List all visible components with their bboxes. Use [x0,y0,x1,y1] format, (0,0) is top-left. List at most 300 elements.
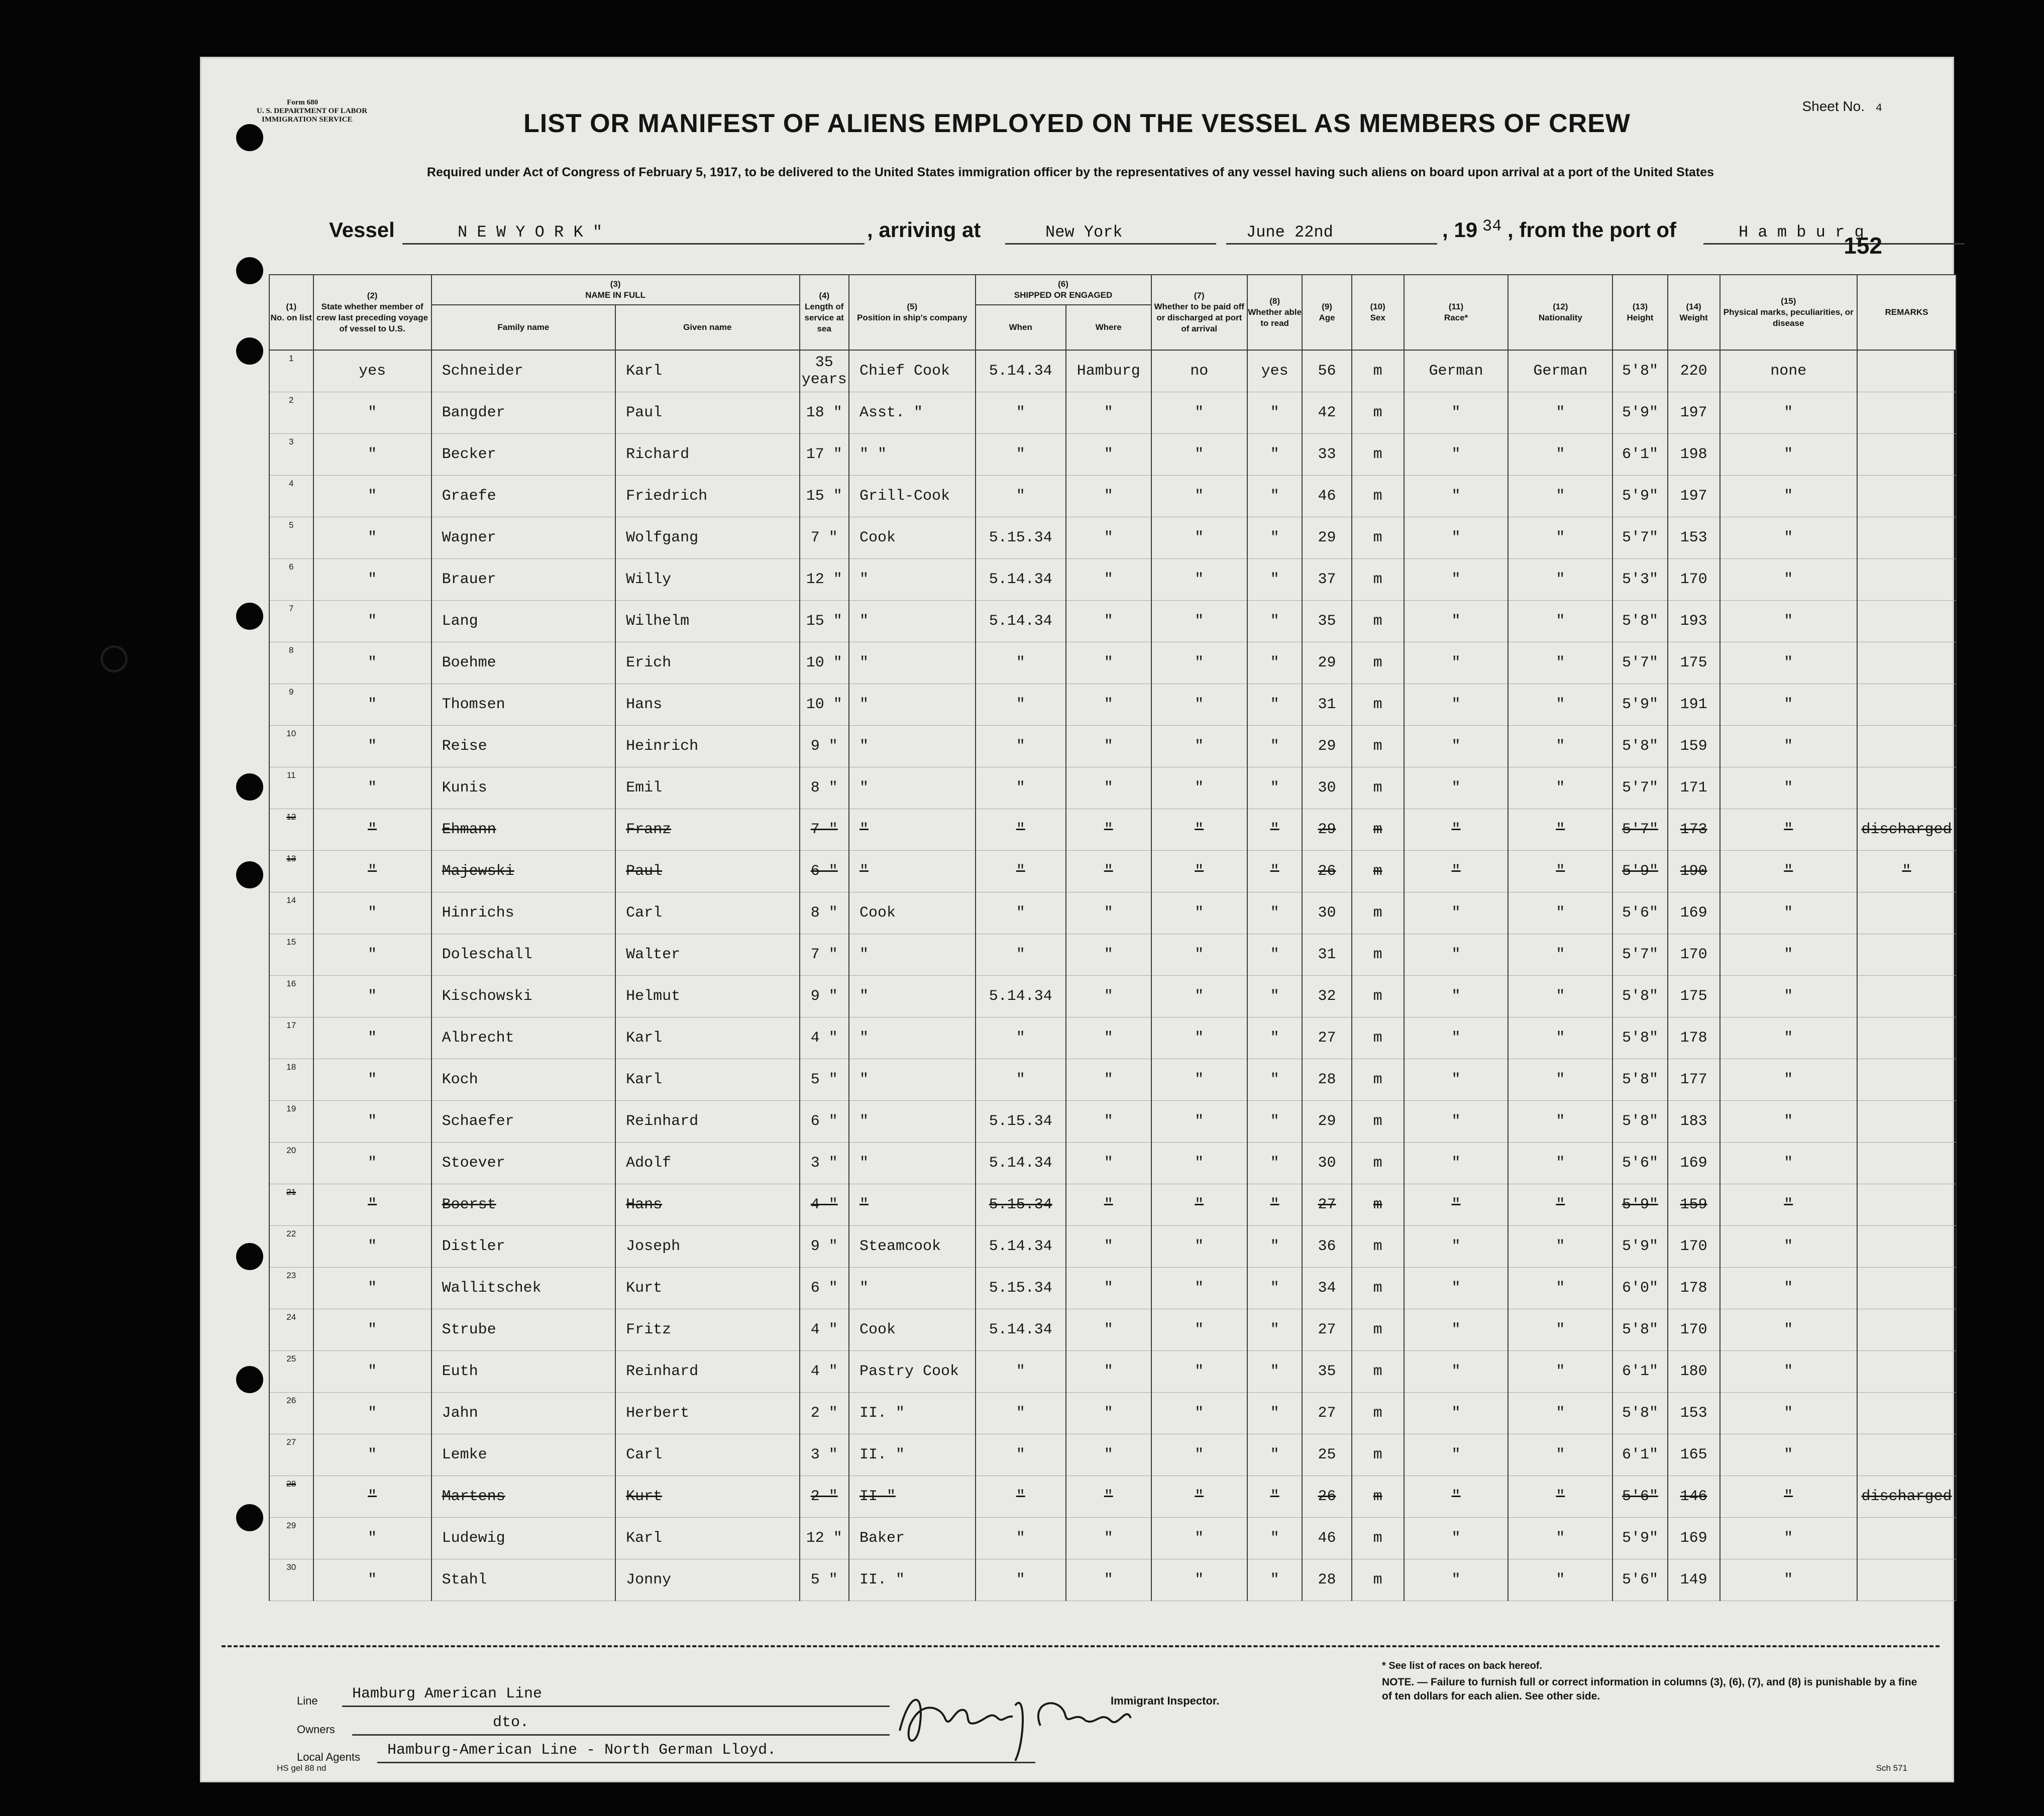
cell-able-to-read: " [1247,809,1302,851]
cell-when: " [976,476,1066,517]
cell-given-name: Friedrich [615,476,799,517]
cell-weight: 169 [1668,1518,1720,1559]
cell-remarks [1857,1559,1956,1601]
header-given-name: Given name [615,305,799,350]
cell-when: " [976,892,1066,934]
cell-able-to-read: " [1247,1476,1302,1518]
cell-height: 5'9" [1612,851,1667,892]
cell-height: 5'7" [1612,809,1667,851]
cell-when: " [976,1351,1066,1393]
cell-weight: 180 [1668,1351,1720,1393]
cell-service: 3 " [800,1143,849,1184]
cell-height: 5'6" [1612,892,1667,934]
cell-service: 7 " [800,517,849,559]
cell-remarks [1857,1434,1956,1476]
cell-height: 5'8" [1612,1017,1667,1059]
cell-physical-marks: " [1720,476,1857,517]
cell-paid-off: " [1151,392,1247,434]
cell-height: 5'8" [1612,1393,1667,1434]
cell-no: 23 [269,1268,313,1309]
punch-hole [236,124,263,151]
cell-given-name: Karl [615,1059,799,1101]
cell-sex: m [1352,1559,1404,1601]
cell-sex: m [1352,726,1404,767]
cell-position: Chief Cook [849,350,976,392]
cell-height: 5'8" [1612,726,1667,767]
cell-physical-marks: none [1720,350,1857,392]
table-row [269,559,1956,601]
cell-previous-voyage: " [313,1518,432,1559]
cell-race: " [1404,1184,1509,1226]
cell-service: 18 " [800,392,849,434]
cell-able-to-read: " [1247,726,1302,767]
cell-physical-marks: " [1720,1268,1857,1309]
table-row [269,934,1956,976]
cell-sex: m [1352,350,1404,392]
cell-given-name: Wilhelm [615,601,799,642]
cell-paid-off: " [1151,1101,1247,1143]
cell-race: " [1404,601,1509,642]
cell-able-to-read: " [1247,767,1302,809]
cell-weight: 170 [1668,559,1720,601]
cell-position: Cook [849,517,976,559]
cell-when: 5.14.34 [976,976,1066,1017]
cell-no: 29 [269,1518,313,1559]
table-row [269,601,1956,642]
cell-paid-off: " [1151,601,1247,642]
cell-physical-marks: " [1720,392,1857,434]
table-row [269,1393,1956,1434]
cell-age: 28 [1302,1559,1351,1601]
cell-physical-marks: " [1720,1309,1857,1351]
cell-paid-off: " [1151,434,1247,476]
cell-previous-voyage: " [313,1309,432,1351]
date-value: June 22nd [1246,223,1333,242]
cell-race: " [1404,976,1509,1017]
cell-sex: m [1352,934,1404,976]
cell-physical-marks: " [1720,434,1857,476]
cell-position: Baker [849,1518,976,1559]
cell-weight: 191 [1668,684,1720,726]
cell-weight: 153 [1668,1393,1720,1434]
cell-paid-off: " [1151,1143,1247,1184]
cell-given-name: Walter [615,934,799,976]
cell-family-name: Martens [432,1476,615,1518]
cell-service: 2 " [800,1393,849,1434]
table-end-rule [222,1645,1940,1647]
cell-service: 9 " [800,976,849,1017]
header-length-of-service: (4) Length of service at sea [800,275,849,350]
cell-previous-voyage: " [313,934,432,976]
cell-family-name: Stoever [432,1143,615,1184]
document-title: LIST OR MANIFEST OF ALIENS EMPLOYED ON THE VESSEL AS MEMBERS OF CREW [523,109,1631,138]
cell-given-name: Reinhard [615,1101,799,1143]
cell-paid-off: " [1151,851,1247,892]
table-row [269,1184,1956,1226]
cell-where: " [1066,642,1151,684]
cell-nationality: " [1508,809,1612,851]
cell-able-to-read: " [1247,684,1302,726]
table-row [269,684,1956,726]
cell-race: " [1404,434,1509,476]
cell-weight: 169 [1668,1143,1720,1184]
cell-position: Pastry Cook [849,1351,976,1393]
cell-able-to-read: " [1247,1393,1302,1434]
table-row [269,1434,1956,1476]
table-row [269,1143,1956,1184]
cell-remarks [1857,517,1956,559]
cell-family-name: Thomsen [432,684,615,726]
cell-family-name: Doleschall [432,934,615,976]
table-row [269,434,1956,476]
cell-age: 35 [1302,601,1351,642]
cell-service: 35 years [800,350,849,392]
cell-no: 9 [269,684,313,726]
cell-family-name: Stahl [432,1559,615,1601]
cell-where: " [1066,1143,1151,1184]
table-row [269,1476,1956,1518]
cell-where: " [1066,1518,1151,1559]
cell-no: 27 [269,1434,313,1476]
cell-age: 27 [1302,1184,1351,1226]
cell-remarks [1857,434,1956,476]
cell-paid-off: " [1151,1393,1247,1434]
cell-sex: m [1352,1226,1404,1268]
cell-height: 5'8" [1612,1101,1667,1143]
cell-nationality: " [1508,1226,1612,1268]
cell-position: Asst. " [849,392,976,434]
cell-race: " [1404,1101,1509,1143]
cell-able-to-read: " [1247,976,1302,1017]
cell-previous-voyage: " [313,809,432,851]
cell-sex: m [1352,809,1404,851]
cell-where: " [1066,559,1151,601]
cell-previous-voyage: " [313,767,432,809]
cell-service: 6 " [800,1268,849,1309]
cell-remarks: " [1857,851,1956,892]
cell-age: 32 [1302,976,1351,1017]
cell-previous-voyage: " [313,1434,432,1476]
cell-height: 5'6" [1612,1143,1667,1184]
cell-no: 30 [269,1559,313,1601]
header-race: (11) Race* [1404,275,1509,350]
table-row [269,1309,1956,1351]
cell-service: 7 " [800,809,849,851]
cell-service: 6 " [800,851,849,892]
cell-height: 5'8" [1612,601,1667,642]
cell-service: 15 " [800,476,849,517]
cell-family-name: Boehme [432,642,615,684]
cell-sex: m [1352,601,1404,642]
cell-weight: 170 [1668,1309,1720,1351]
arriving-label: , arriving at [867,218,981,242]
cell-family-name: Ehmann [432,809,615,851]
manifest-sheet [200,57,1954,1782]
cell-able-to-read: " [1247,1434,1302,1476]
cell-service: 4 " [800,1184,849,1226]
cell-able-to-read: " [1247,642,1302,684]
cell-paid-off: " [1151,1226,1247,1268]
table-row [269,642,1956,684]
cell-paid-off: " [1151,892,1247,934]
cell-service: 3 " [800,1434,849,1476]
cell-when: " [976,809,1066,851]
header-family-name: Family name [432,305,615,350]
cell-race: " [1404,684,1509,726]
cell-when: 5.14.34 [976,1143,1066,1184]
cell-service: 12 " [800,559,849,601]
cell-able-to-read: " [1247,601,1302,642]
cell-physical-marks: " [1720,976,1857,1017]
cell-age: 37 [1302,559,1351,601]
cell-family-name: Kunis [432,767,615,809]
cell-where: " [1066,934,1151,976]
cell-weight: 159 [1668,726,1720,767]
cell-race: " [1404,809,1509,851]
cell-no: 18 [269,1059,313,1101]
cell-previous-voyage: " [313,434,432,476]
cell-race: " [1404,1017,1509,1059]
table-row [269,350,1956,392]
cell-age: 26 [1302,851,1351,892]
cell-no: 3 [269,434,313,476]
cell-physical-marks: " [1720,726,1857,767]
cell-position: Steamcook [849,1226,976,1268]
cell-weight: 220 [1668,350,1720,392]
cell-where: " [1066,517,1151,559]
cell-sex: m [1352,1184,1404,1226]
cell-position: II. " [849,1393,976,1434]
cell-previous-voyage: " [313,1059,432,1101]
cell-age: 56 [1302,350,1351,392]
cell-where: " [1066,1476,1151,1518]
cell-family-name: Becker [432,434,615,476]
cell-able-to-read: " [1247,559,1302,601]
cell-given-name: Hans [615,1184,799,1226]
cell-paid-off: " [1151,517,1247,559]
cell-given-name: Herbert [615,1393,799,1434]
cell-given-name: Willy [615,559,799,601]
cell-service: 8 " [800,892,849,934]
sheet-label: Sheet No. [1802,98,1865,114]
cell-age: 28 [1302,1059,1351,1101]
cell-able-to-read: " [1247,434,1302,476]
cell-race: " [1404,559,1509,601]
cell-physical-marks: " [1720,1393,1857,1434]
port-underline [1703,243,1965,245]
cell-previous-voyage: " [313,1184,432,1226]
cell-no: 11 [269,767,313,809]
cell-no: 16 [269,976,313,1017]
table-row [269,976,1956,1017]
cell-given-name: Franz [615,809,799,851]
cell-family-name: Schneider [432,350,615,392]
table-row [269,1059,1956,1101]
cell-position: Cook [849,892,976,934]
department-name: U. S. DEPARTMENT OF LABOR [257,107,368,115]
table-row [269,392,1956,434]
cell-previous-voyage: " [313,1351,432,1393]
cell-given-name: Karl [615,1518,799,1559]
table-row [269,517,1956,559]
cell-nationality: " [1508,1101,1612,1143]
cell-position: " [849,684,976,726]
table-row [269,1351,1956,1393]
cell-race: German [1404,350,1509,392]
header-height: (13) Height [1612,275,1667,350]
cell-where: " [1066,1184,1151,1226]
cell-previous-voyage: " [313,1393,432,1434]
cell-remarks [1857,601,1956,642]
cell-height: 5'6" [1612,1559,1667,1601]
form-number: Form 680 [287,98,318,106]
cell-given-name: Emil [615,767,799,809]
cell-service: 6 " [800,1101,849,1143]
cell-family-name: Majewski [432,851,615,892]
cell-able-to-read: " [1247,1143,1302,1184]
header-sex: (10) Sex [1352,275,1404,350]
cell-physical-marks: " [1720,601,1857,642]
cell-remarks [1857,684,1956,726]
cell-height: 5'8" [1612,976,1667,1017]
cell-when: " [976,767,1066,809]
cell-age: 46 [1302,476,1351,517]
cell-age: 30 [1302,1143,1351,1184]
cell-where: " [1066,1059,1151,1101]
cell-able-to-read: " [1247,1226,1302,1268]
cell-weight: 178 [1668,1017,1720,1059]
cell-able-to-read: " [1247,517,1302,559]
cell-physical-marks: " [1720,1226,1857,1268]
cell-physical-marks: " [1720,1143,1857,1184]
cell-where: " [1066,476,1151,517]
cell-given-name: Jonny [615,1559,799,1601]
table-body [269,350,1956,1601]
cell-family-name: Strube [432,1309,615,1351]
inspector-label: Immigrant Inspector. [1111,1694,1220,1707]
cell-service: 4 " [800,1017,849,1059]
cell-when: " [976,392,1066,434]
cell-weight: 165 [1668,1434,1720,1476]
cell-position: " [849,642,976,684]
cell-position: " [849,1184,976,1226]
cell-position: " [849,601,976,642]
cell-sex: m [1352,1017,1404,1059]
cell-when: 5.15.34 [976,1268,1066,1309]
cell-when: " [976,1017,1066,1059]
cell-previous-voyage: " [313,642,432,684]
cell-remarks [1857,1059,1956,1101]
cell-nationality: " [1508,1059,1612,1101]
cell-position: " " [849,434,976,476]
cell-remarks [1857,976,1956,1017]
cell-race: " [1404,1226,1509,1268]
cell-physical-marks: " [1720,559,1857,601]
cell-nationality: " [1508,476,1612,517]
cell-able-to-read: " [1247,1518,1302,1559]
cell-service: 5 " [800,1059,849,1101]
cell-physical-marks: " [1720,934,1857,976]
cell-remarks [1857,1351,1956,1393]
cell-height: 6'1" [1612,1351,1667,1393]
cell-previous-voyage: " [313,1017,432,1059]
cell-able-to-read: " [1247,1268,1302,1309]
cell-nationality: " [1508,1143,1612,1184]
table-row [269,1559,1956,1601]
table-row [269,767,1956,809]
cell-remarks [1857,392,1956,434]
cell-service: 15 " [800,601,849,642]
cell-position: " [849,726,976,767]
cell-remarks [1857,559,1956,601]
cell-nationality: " [1508,1184,1612,1226]
punch-hole [236,1243,263,1270]
cell-paid-off: " [1151,1476,1247,1518]
cell-given-name: Joseph [615,1226,799,1268]
punch-hole [236,337,263,365]
cell-able-to-read: " [1247,1101,1302,1143]
cell-position: " [849,1059,976,1101]
cell-remarks [1857,1309,1956,1351]
header-name-in-full: (3) NAME IN FULL [432,275,800,305]
cell-physical-marks: " [1720,1017,1857,1059]
cell-when: " [976,1518,1066,1559]
cell-age: 25 [1302,1434,1351,1476]
cell-race: " [1404,1476,1509,1518]
line-label: Line [297,1694,318,1707]
crew-manifest-table [269,274,1957,1601]
cell-remarks [1857,1143,1956,1184]
cell-race: " [1404,1143,1509,1184]
cell-no: 12 [269,809,313,851]
cell-race: " [1404,392,1509,434]
cell-given-name: Reinhard [615,1351,799,1393]
cell-where: " [1066,1559,1151,1601]
cell-position: Grill-Cook [849,476,976,517]
cell-when: " [976,934,1066,976]
cell-given-name: Fritz [615,1309,799,1351]
table-row [269,809,1956,851]
cell-when: " [976,851,1066,892]
cell-age: 31 [1302,684,1351,726]
header-remarks: REMARKS [1857,275,1956,350]
cell-physical-marks: " [1720,892,1857,934]
cell-previous-voyage: " [313,1101,432,1143]
cell-remarks [1857,1393,1956,1434]
cell-where: " [1066,392,1151,434]
cell-sex: m [1352,684,1404,726]
cell-when: 5.15.34 [976,517,1066,559]
cell-nationality: " [1508,851,1612,892]
cell-sex: m [1352,476,1404,517]
cell-height: 5'9" [1612,1184,1667,1226]
cell-weight: 190 [1668,851,1720,892]
table-row [269,1226,1956,1268]
cell-remarks [1857,1101,1956,1143]
cell-no: 8 [269,642,313,684]
sheet-value: 4 [1875,102,1882,115]
cell-nationality: " [1508,767,1612,809]
cell-service: 8 " [800,767,849,809]
cell-paid-off: " [1151,684,1247,726]
printer-code-left: HS gel 88 nd [277,1763,327,1773]
cell-able-to-read: " [1247,1184,1302,1226]
cell-where: " [1066,1309,1151,1351]
cell-no: 15 [269,934,313,976]
cell-no: 24 [269,1309,313,1351]
cell-no: 10 [269,726,313,767]
cell-service: 10 " [800,642,849,684]
